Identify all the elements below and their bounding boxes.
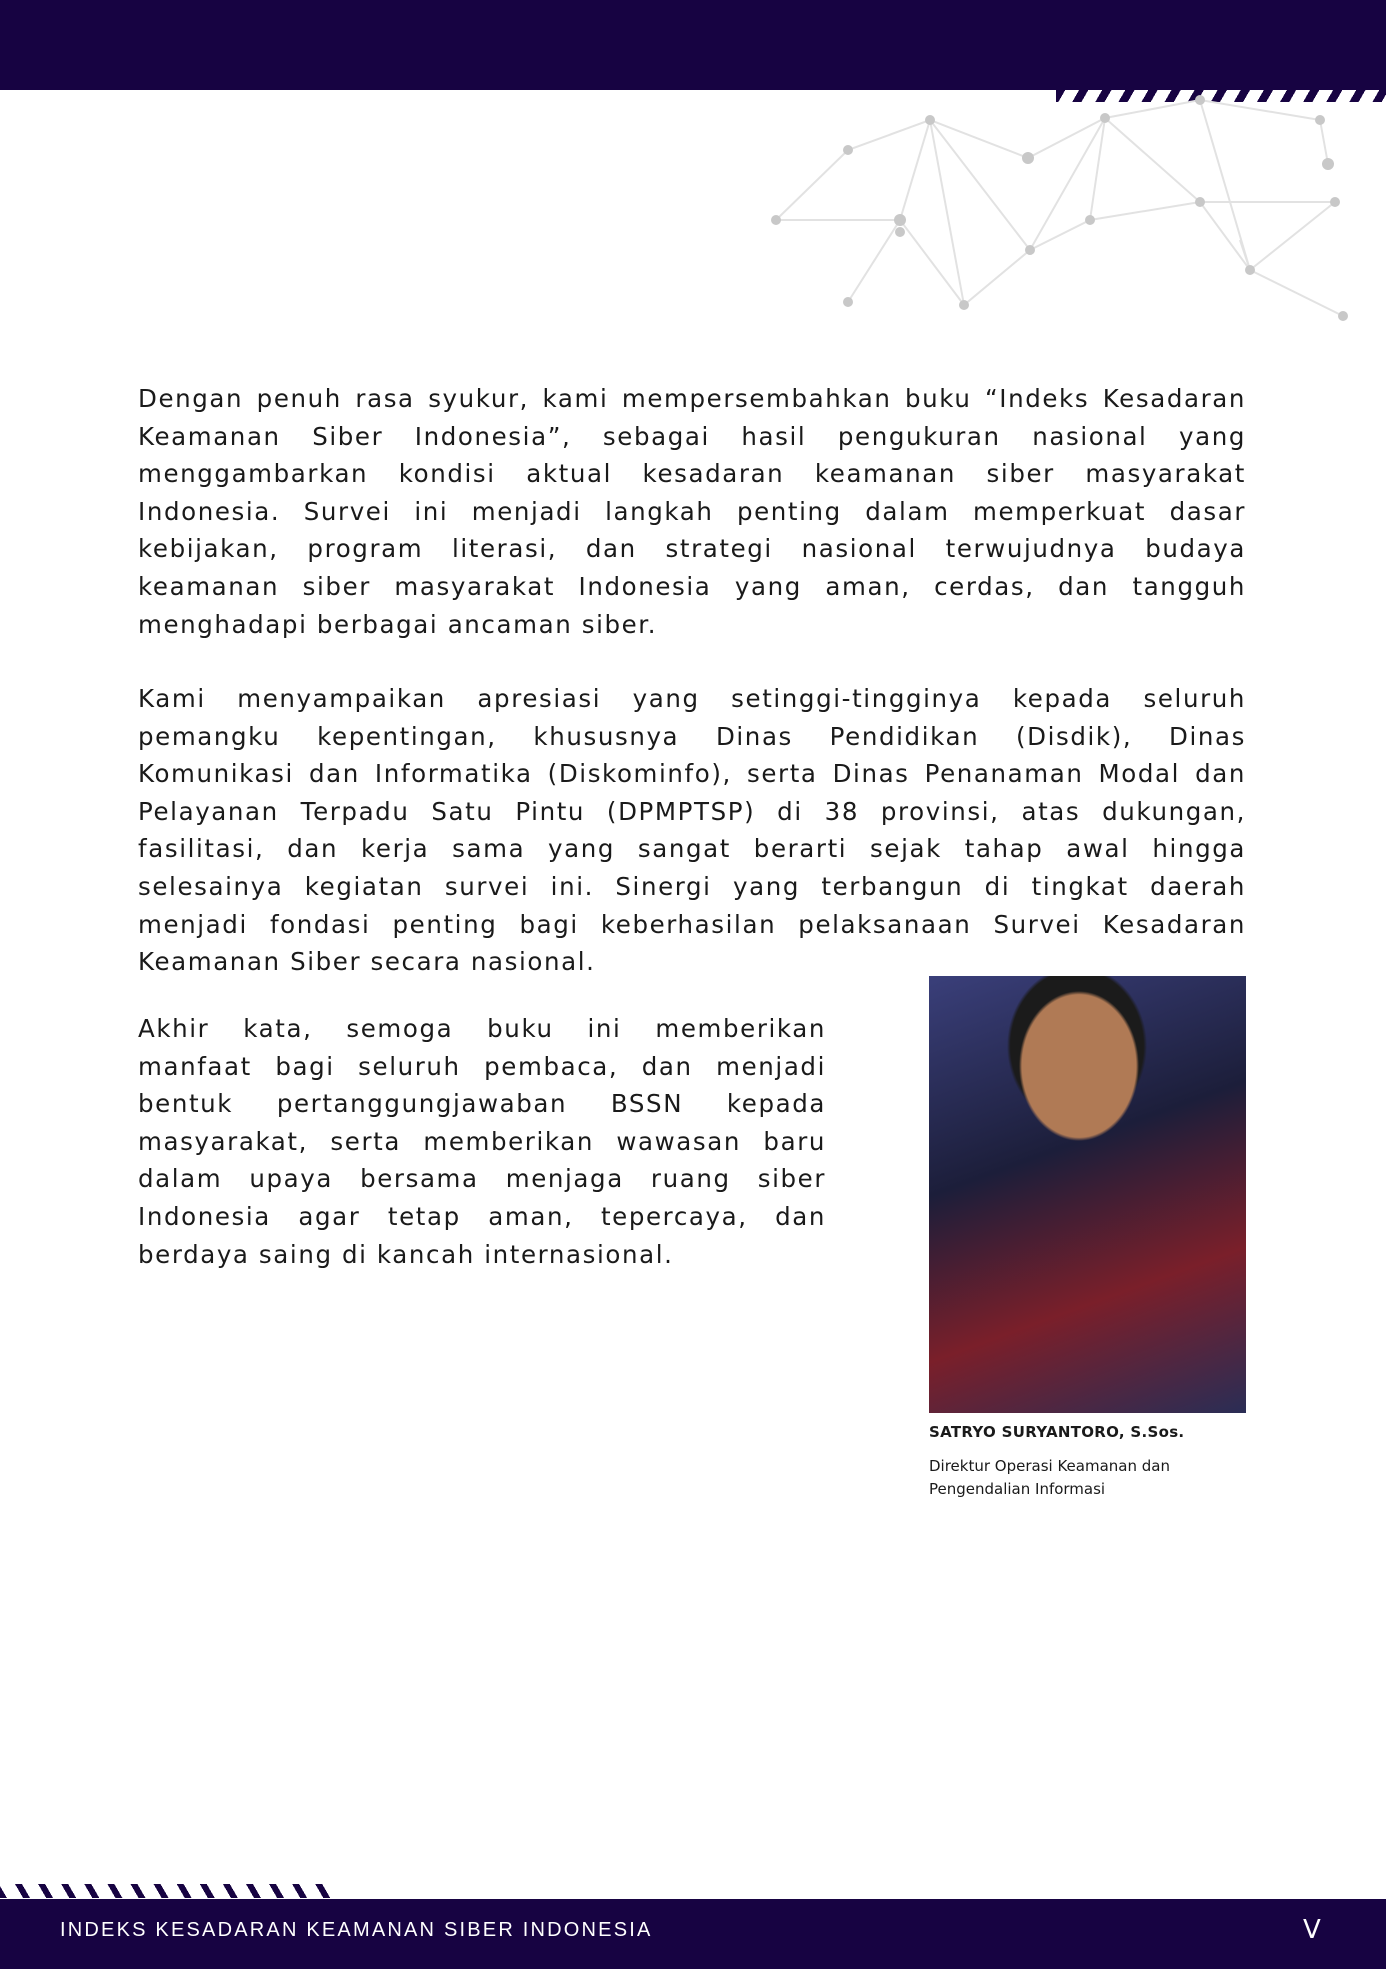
signatory-photo	[929, 976, 1246, 1413]
paragraph-appreciation: Kami menyampaikan apresiasi yang setinggi-tingginya kepada seluruh pemangku kepentingan, khususnya Dinas Pendidikan (Disdik), Dinas Komunikasi dan Informatika (Diskominfo), serta Dinas Penanaman Modal dan Pelayanan Terpadu Satu Pintu (DPMPTSP) di 38 provinsi, atas dukungan, fasilitasi, dan kerja sama yang sangat berarti sejak tahap awal hingga selesainya kegiatan survei ini. Sinergi yang terbangun di tingkat daerah menjadi fondasi penting bagi keberhasilan pelaksanaan Survei Kesadaran Keamanan Siber secara nasional.	[138, 684, 1246, 977]
paragraph-closing: Akhir kata, semoga buku ini memberikan manfaat bagi seluruh pembaca, dan menjadi bentuk pertanggungjawaban BSSN kepada masyarakat, serta memberikan wawasan baru dalam upaya bersama menjaga ruang siber Indonesia agar tetap aman, tepercaya, dan berdaya saing di kancah internasional.	[138, 1014, 826, 1269]
paragraph-intro: Dengan penuh rasa syukur, kami mempersembahkan buku “Indeks Kesadaran Keamanan Siber Indonesia”, sebagai hasil pengukuran nasional yang menggambarkan kondisi aktual kesadaran keamanan siber masyarakat Indonesia. Survei ini menjadi langkah penting dalam memperkuat dasar kebijakan, program literasi, dan strategi nasional terwujudnya budaya keamanan siber masyarakat Indonesia yang aman, cerdas, dan tangguh menghadapi berbagai ancaman siber.	[138, 384, 1246, 639]
signatory-name: SATRYO SURYANTORO, S.Sos.	[929, 1423, 1185, 1441]
footer-bar	[0, 1899, 1386, 1969]
signatory-role-line1: Direktur Operasi Keamanan dan	[929, 1457, 1170, 1475]
page-number: V	[1303, 1915, 1321, 1945]
decorative-stripes-bottom	[0, 1884, 330, 1898]
network-decoration-icon	[600, 90, 1386, 330]
signatory-role	[929, 1455, 1170, 1501]
footer-title: INDEKS KESADARAN KEAMANAN SIBER INDONESIA	[60, 1919, 653, 1941]
signatory-role-line2: Pengendalian Informasi	[929, 1480, 1106, 1498]
header-bar	[0, 0, 1386, 90]
